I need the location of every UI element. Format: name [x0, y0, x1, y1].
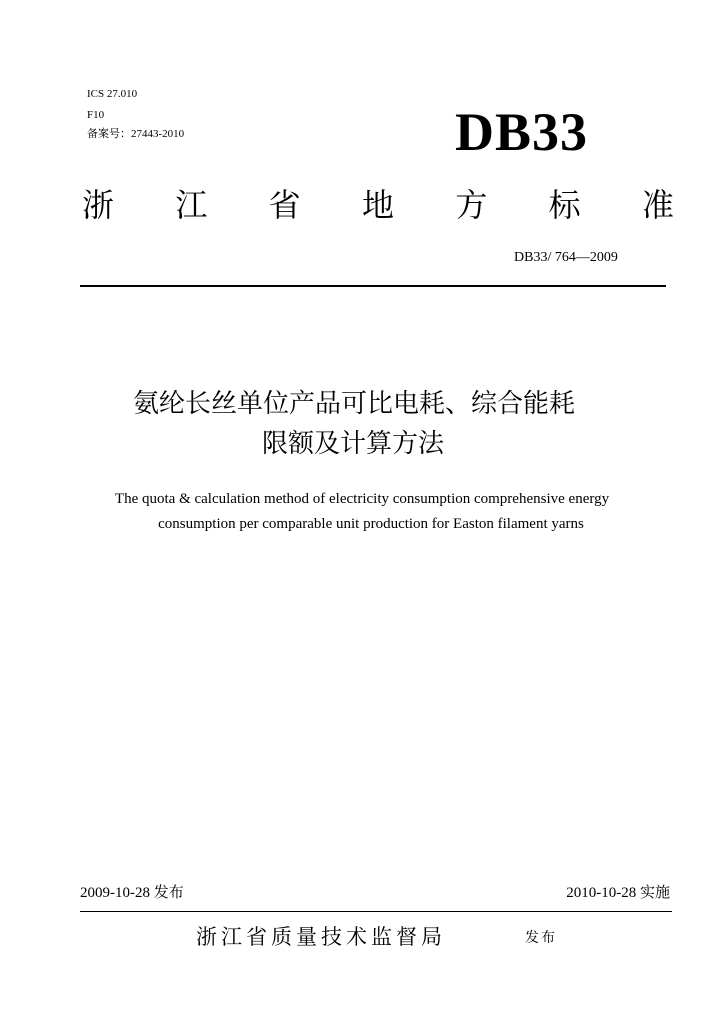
standard-type-char: 准	[641, 186, 674, 224]
standard-type-char: 标	[548, 186, 581, 224]
title-cn-line2: 限额及计算方法	[262, 429, 445, 459]
implementation-date: 2010-10-28 实施	[566, 885, 670, 901]
ics-code: ICS 27.010	[87, 88, 138, 100]
top-divider	[80, 285, 666, 287]
title-cn-line1: 氨纶长丝单位产品可比电耗、综合能耗	[133, 389, 576, 419]
title-en-line1: The quota & calculation method of electricity consumption comprehensive energy	[114, 491, 610, 507]
publisher-name: 浙江省质量技术监督局	[196, 925, 446, 949]
issue-date: 2009-10-28 发布	[80, 885, 184, 901]
classification-code: F10	[87, 109, 105, 121]
standard-type-char: 江	[175, 186, 208, 224]
title-en-line2: consumption per comparable unit production for Easton filament yarns	[158, 516, 584, 532]
standard-number: DB33/ 764—2009	[514, 250, 618, 265]
standard-type-char: 省	[268, 186, 301, 224]
standard-type-char: 浙	[82, 186, 115, 224]
record-number: 备案号：27443-2010	[87, 128, 185, 140]
bottom-divider	[80, 911, 672, 912]
standard-type-char: 地	[361, 186, 394, 224]
publish-label: 发布	[525, 930, 557, 946]
standard-code-logo: DB33	[455, 102, 589, 162]
standard-type-heading	[82, 185, 674, 225]
standard-type-char: 方	[455, 186, 488, 224]
